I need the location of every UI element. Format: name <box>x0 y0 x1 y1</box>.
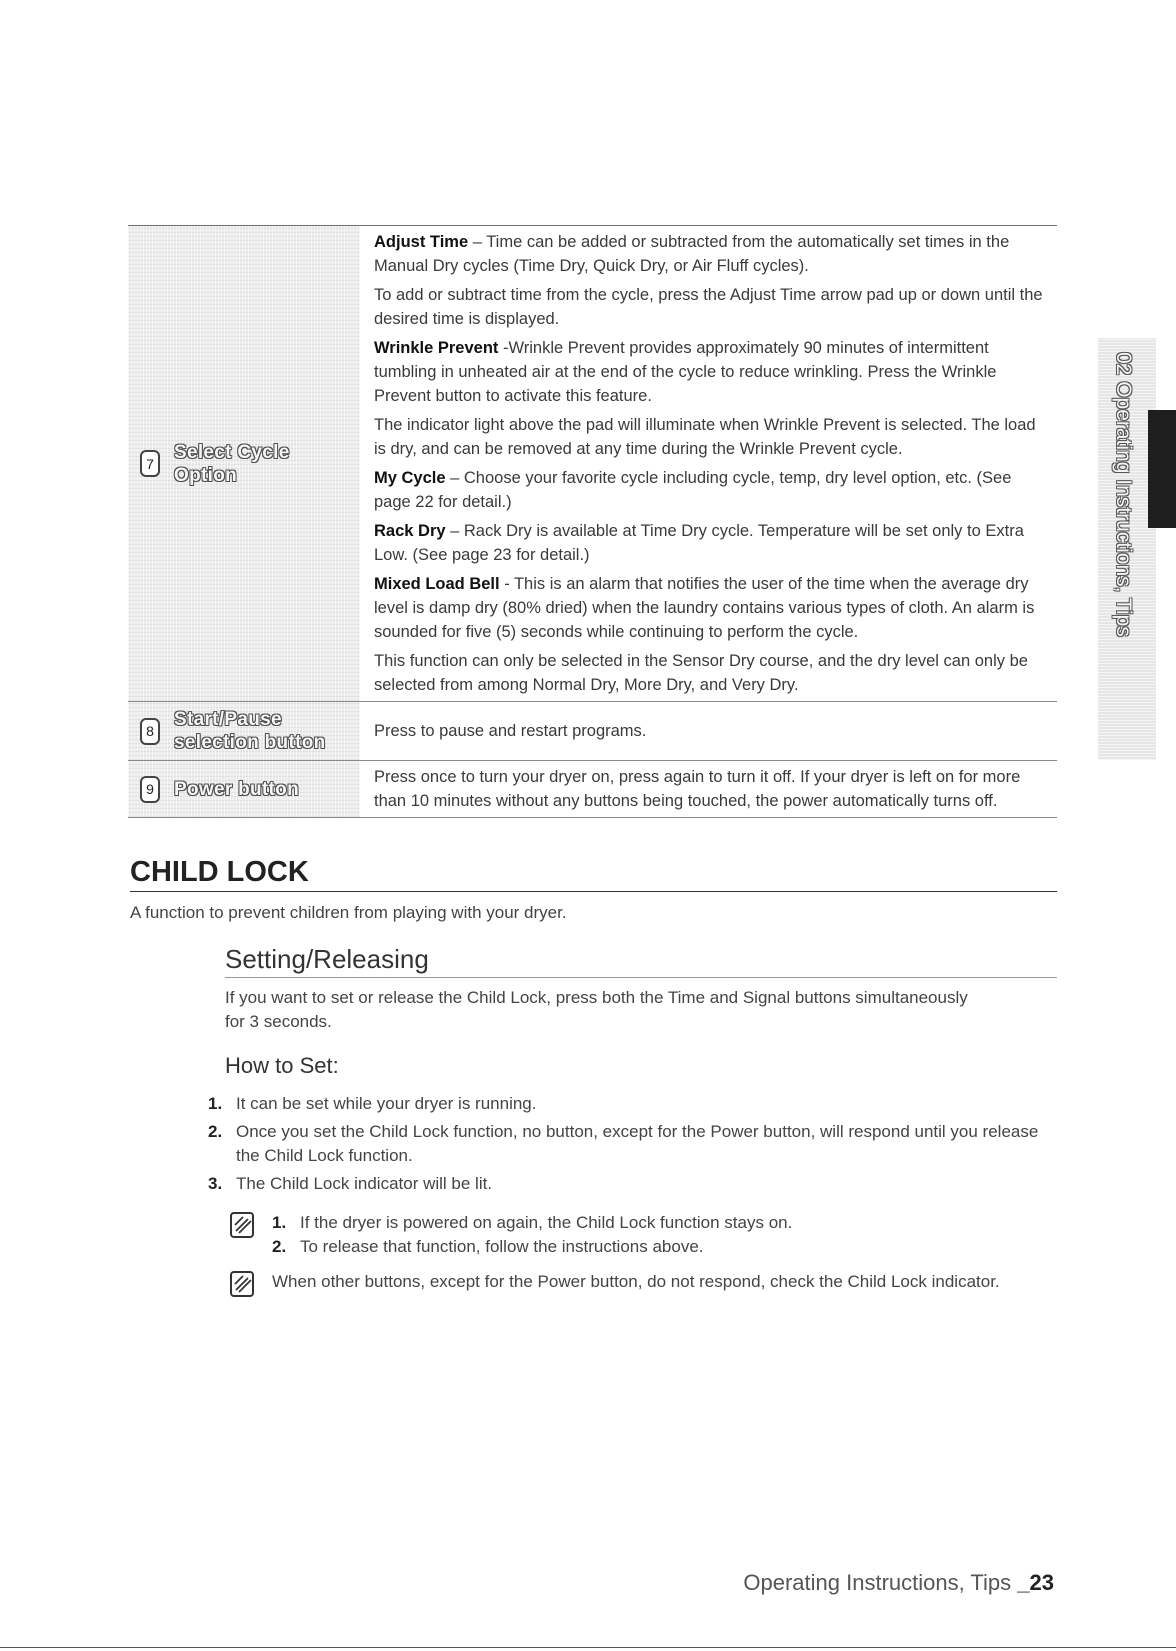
wrinkle-prevent-desc: Wrinkle Prevent -Wrinkle Prevent provides approximately 90 minutes of intermittent tumbling in unheated air at the end of the cycle to reduce wrinkling. Press the Wrinkle Prevent button to activate this feature. <box>374 339 997 405</box>
chapter-tab-marker <box>1148 410 1176 528</box>
note-block <box>226 1211 1046 1259</box>
steps-list <box>208 1092 1048 1200</box>
list-item: 1. If the dryer is powered on again, the Child Lock function stays on. <box>272 1213 793 1232</box>
page-footer: Operating Instructions, Tips _23 <box>743 1570 1054 1595</box>
page-number: _23 <box>1017 1570 1054 1595</box>
subsection-title: Setting/Releasing <box>225 944 1057 978</box>
feature-name: Power button <box>174 778 299 800</box>
note-block: When other buttons, except for the Power button, do not respond, check the Child Lock indicator. <box>226 1270 1046 1300</box>
mixed-load-bell-desc: Mixed Load Bell - This is an alarm that notifies the user of the time when the average dry level is damp dry (80% dried) when the laundry contains various types of cloth. An alarm is sounded for five (5) seconds while continuing to perform the cycle. <box>374 575 1035 641</box>
feature-name: Select Cycle Option <box>174 441 290 486</box>
divider <box>0 1647 1176 1648</box>
section-intro: A function to prevent children from playing with your dryer. <box>130 903 567 922</box>
section-title: CHILD LOCK <box>130 856 1057 892</box>
note-icon <box>226 1211 260 1241</box>
feature-label-cell <box>128 761 360 817</box>
adjust-time-desc-2: To add or subtract time from the cycle, press the Adjust Time arrow pad up or down until the desired time is displayed. <box>374 286 1043 328</box>
mixed-load-bell-desc-2: This function can only be selected in the Sensor Dry course, and the dry level can only be selected from among Normal Dry, More Dry, and Very Dry. <box>374 652 1028 694</box>
adjust-time-desc: Adjust Time – Time can be added or subtracted from the automatically set times in the Manual Dry cycles (Time Dry, Quick Dry, or Air Fluff cycles). <box>374 233 1010 275</box>
note-icon <box>226 1270 260 1300</box>
feature-label-cell <box>128 702 360 760</box>
feature-row-select-cycle <box>128 226 1057 702</box>
wrinkle-prevent-desc-2: The indicator light above the pad will illuminate when Wrinkle Prevent is selected. The load is dry, and can be removed at any time during the Wrinkle Prevent cycle. <box>374 416 1036 458</box>
list-item: 1. It can be set while your dryer is running. <box>208 1094 537 1113</box>
feature-number-badge: 7 <box>140 450 160 477</box>
list-item: 2. To release that function, follow the instructions above. <box>272 1237 704 1256</box>
list-item: 2. Once you set the Child Lock function, no button, except for the Power button, will respond until you release the Child Lock function. <box>208 1122 1039 1165</box>
how-to-set-heading: How to Set: <box>225 1053 339 1078</box>
my-cycle-desc: My Cycle – Choose your favorite cycle including cycle, temp, dry level option, etc. (See page 22 for detail.) <box>374 469 1012 511</box>
feature-row-power <box>128 761 1057 818</box>
feature-description: Press to pause and restart programs. <box>374 722 647 740</box>
chapter-tab-label: 02 Operating Instructions, Tips <box>1112 352 1135 637</box>
list-item: 3. The Child Lock indicator will be lit. <box>208 1174 493 1193</box>
feature-label-cell <box>128 226 360 701</box>
feature-description: Press once to turn your dryer on, press again to turn it off. If your dryer is left on for more than 10 minutes without any buttons being touched, the power automatically turns off. <box>374 768 1021 810</box>
feature-table <box>128 225 1057 818</box>
feature-number-badge: 8 <box>140 718 160 745</box>
feature-description <box>360 226 1057 701</box>
rack-dry-desc: Rack Dry – Rack Dry is available at Time Dry cycle. Temperature will be set only to Extra Low. (See page 23 for detail.) <box>374 522 1024 564</box>
feature-row-start-pause <box>128 702 1057 761</box>
subsection-text: If you want to set or release the Child Lock, press both the Time and Signal buttons simultaneously for 3 seconds. <box>225 988 968 1031</box>
feature-name: Start/Pause selection button <box>174 709 326 753</box>
feature-number-badge: 9 <box>140 776 160 803</box>
